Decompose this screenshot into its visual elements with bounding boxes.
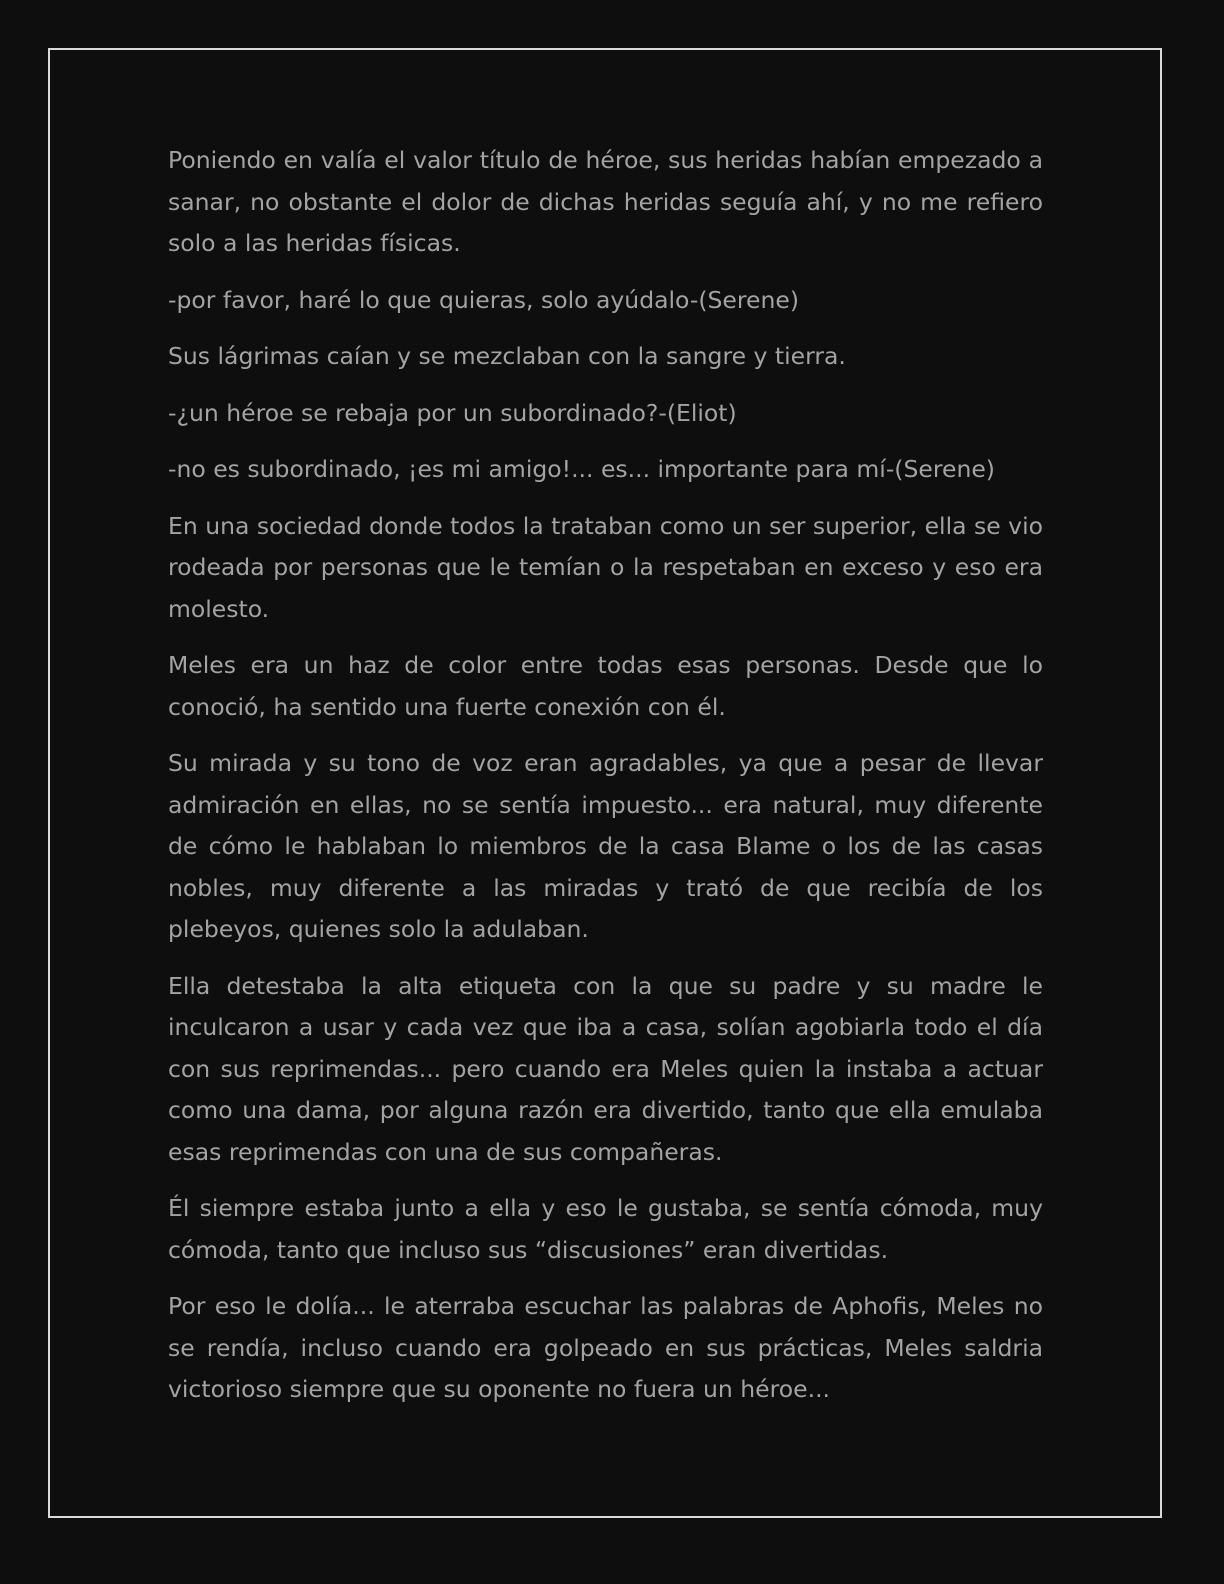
paragraph-6: En una sociedad donde todos la trataban como un ser superior, ella se vio rodeada por personas que le temían o la respetaban en exceso y eso era molesto. bbox=[168, 511, 1043, 623]
paragraph-8: Su mirada y su tono de voz eran agradables, ya que a pesar de llevar admiración en ellas, no se sentía impuesto... era natural, muy diferente de cómo le hablaban lo miembros de la casa Blame o los de las casas nobles, muy diferente a las miradas y trató de que recibía de los plebeyos, quienes solo la adulaban. bbox=[168, 749, 1043, 943]
paragraph-7: Meles era un haz de color entre todas esas personas. Desde que lo conoció, ha sentido una fuerte conexión con él. bbox=[168, 651, 1043, 721]
document-text-body bbox=[168, 140, 1043, 1426]
paragraph-5: -no es subordinado, ¡es mi amigo!... es... importante para mí-(Serene) bbox=[168, 455, 995, 483]
paragraph-3: Sus lágrimas caían y se mezclaban con la sangre y tierra. bbox=[168, 342, 846, 370]
paragraph-4: -¿un héroe se rebaja por un subordinado?-(Eliot) bbox=[168, 398, 737, 427]
paragraph-10: Él siempre estaba junto a ella y eso le gustaba, se sentía cómoda, muy cómoda, tanto que incluso sus “discusiones” eran divertidas. bbox=[168, 1194, 1043, 1264]
paragraph-9: Ella detestaba la alta etiqueta con la que su padre y su madre le inculcaron a usar y cada vez que iba a casa, solían agobiarla todo el día con sus reprimendas... pero cuando era Meles quien la instaba a actuar como una dama, por alguna razón era divertido, tanto que ella emulaba esas reprimendas con una de sus compañeras. bbox=[168, 971, 1043, 1166]
paragraph-1: Poniendo en valía el valor título de héroe, sus heridas habían empezado a sanar, no obstante el dolor de dichas heridas seguía ahí, y no me refiero solo a las heridas físicas. bbox=[168, 146, 1043, 257]
paragraph-11: Por eso le dolía... le aterraba escuchar las palabras de Aphofis, Meles no se rendía, incluso cuando era golpeado en sus prácticas, Meles saldria victorioso siempre que su oponente no fuera un héroe... bbox=[168, 1292, 1043, 1403]
paragraph-2: -por favor, haré lo que quieras, solo ayúdalo-(Serene) bbox=[168, 285, 800, 314]
